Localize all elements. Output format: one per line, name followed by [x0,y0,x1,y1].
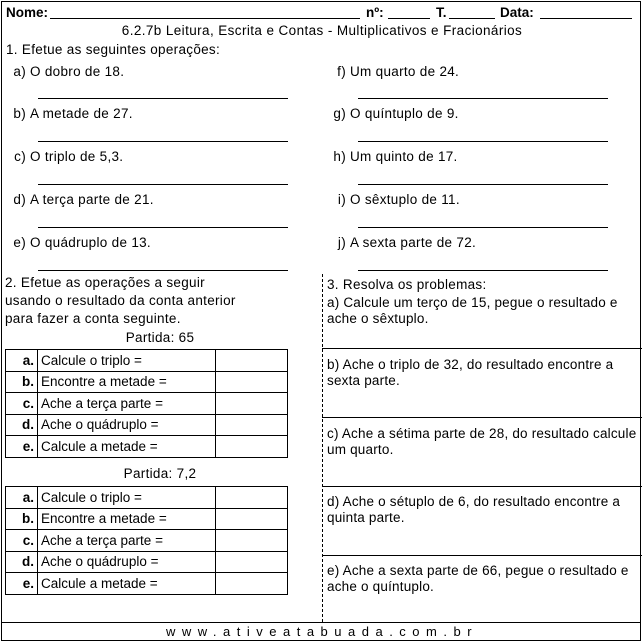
problem-e: e) Ache a sexta parte de 66, pegue o resultado e ache o quíntuplo. [327,563,629,594]
turma-field[interactable] [449,18,495,19]
problem-a: a) Calcule um terço de 15, pegue o resultado e ache o sêxtuplo. [322,289,642,349]
question-g: g) O quíntuplo de 9. [333,106,459,121]
table-row: d. Ache o quádruplo = [6,414,288,436]
answer-line-j[interactable] [358,270,608,271]
question-j: j) A sexta parte de 72. [337,235,477,250]
answer-cell[interactable] [216,350,288,372]
answer-cell[interactable] [216,508,288,530]
numero-label: nº: [366,5,384,20]
table-row: a. Calcule o triplo = [6,487,288,509]
table-row: e. Calcule a metade = [6,573,288,595]
answer-line-e[interactable] [38,270,288,271]
question-c: c) O triplo de 5,3. [14,149,124,164]
page-title: 6.2.7b Leitura, Escrita e Contas - Multiplicativos e Fracionários [121,23,523,38]
answer-cell[interactable] [216,436,288,458]
partida-1-label: Partida: 65 [125,330,195,345]
nome-label: Nome: [6,5,49,20]
answer-cell[interactable] [216,573,288,595]
section2-title-line-3: para fazer a conta seguinte. [5,311,181,326]
answer-line-a[interactable] [38,98,288,99]
problem-c: c) Ache a sétima parte de 28, do resultado calcule um quarto. [322,418,642,487]
section2-title-line-2: usando o resultado da conta anterior [5,293,236,308]
question-a: a) O dobro de 18. [13,64,125,79]
table-row: e. Calcule a metade = [6,436,288,458]
table-row: c. Ache a terça parte = [6,393,288,415]
question-d: d) A terça parte de 21. [13,192,154,207]
section2-title-line-1: 2. Efetue as operações a seguir [5,275,205,290]
answer-line-g[interactable] [358,141,608,142]
question-h: h) Um quinto de 17. [333,149,458,164]
answer-line-i[interactable] [358,227,608,228]
table-row: c. Ache a terça parte = [6,530,288,552]
answer-line-h[interactable] [358,184,608,185]
question-b: b) A metade de 27. [13,106,133,121]
turma-label: T. [436,5,447,20]
answer-line-b[interactable] [38,141,288,142]
problem-d: d) Ache o sétuplo de 6, do resultado encontre a quinta parte. [322,487,642,556]
operations-table-1 [5,349,288,458]
table-row: d. Ache o quádruplo = [6,551,288,573]
table-row: b. Encontre a metade = [6,508,288,530]
question-i: i) O sêxtuplo de 11. [337,192,460,207]
answer-cell[interactable] [216,530,288,552]
answer-cell[interactable] [216,551,288,573]
partida-2-label: Partida: 7,2 [123,466,197,481]
answer-cell[interactable] [216,487,288,509]
section3-title: 3. Resolva os problemas: [327,277,487,292]
data-field[interactable] [540,18,632,19]
answer-line-d[interactable] [38,227,288,228]
problem-b: b) Ache o triplo de 32, do resultado encontre a sexta parte. [322,349,642,418]
answer-line-f[interactable] [358,98,608,99]
table-row: a. Calcule o triplo = [6,350,288,372]
section1-title: 1. Efetue as seguintes operações: [6,42,221,57]
numero-field[interactable] [388,18,430,19]
question-f: f) Um quarto de 24. [337,64,460,79]
answer-line-c[interactable] [38,184,288,185]
footer-divider [1,622,641,623]
answer-cell[interactable] [216,371,288,393]
question-e: e) O quádruplo de 13. [13,235,151,250]
data-label: Data: [500,5,534,20]
answer-cell[interactable] [216,414,288,436]
footer-website: www.ativeatabuada.com.br [165,624,479,639]
operations-table-2 [5,486,288,595]
nome-field[interactable] [50,18,360,19]
answer-cell[interactable] [216,393,288,415]
table-row: b. Encontre a metade = [6,371,288,393]
